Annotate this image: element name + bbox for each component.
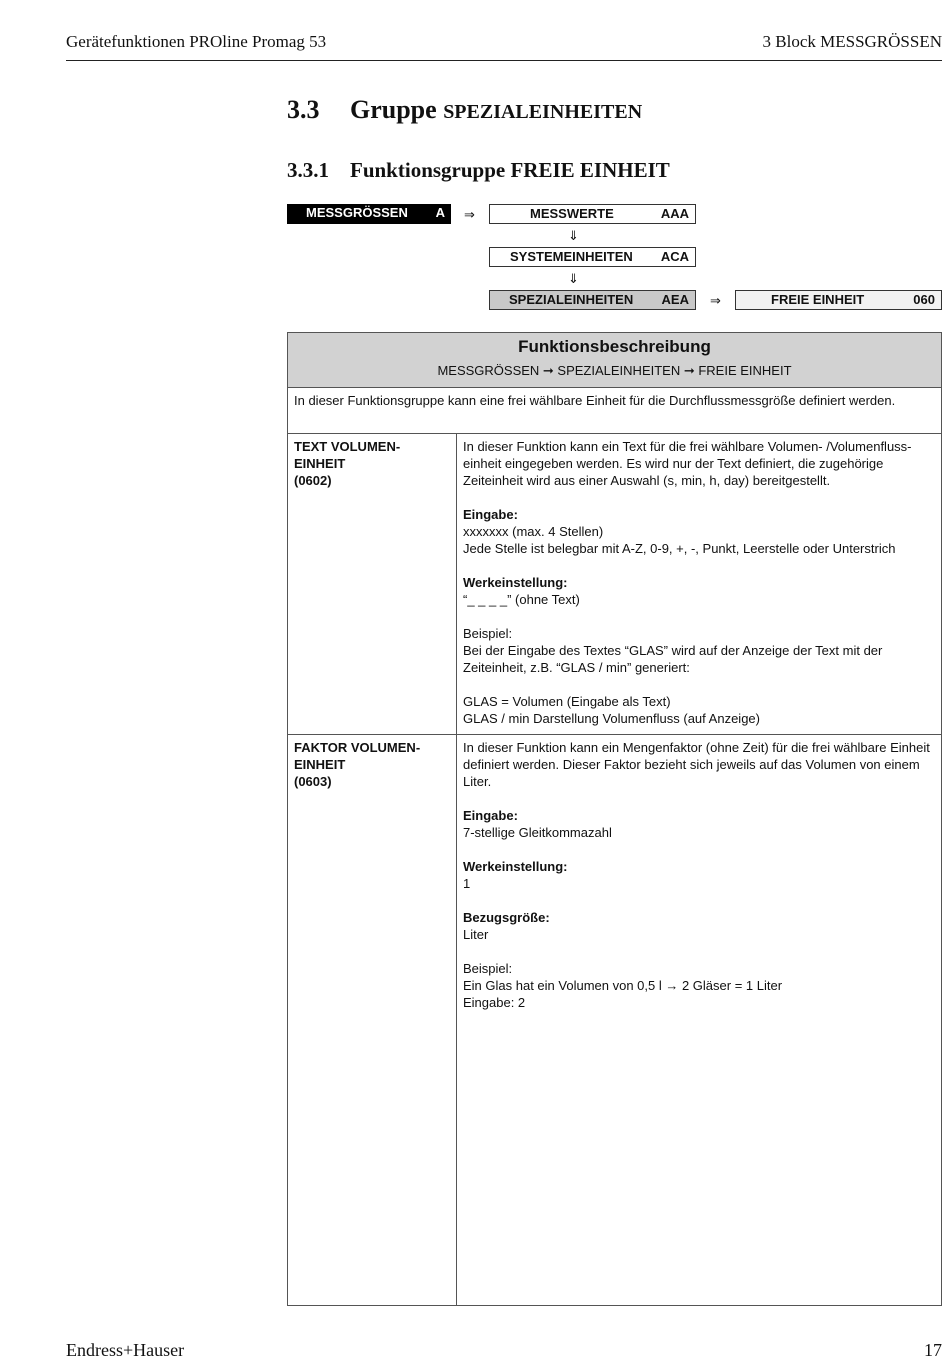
nav-group-label: SPEZIALEINHEITEN (509, 292, 634, 307)
default-value: “_ _ _ _” (ohne Text) (463, 592, 580, 607)
nav-group-messwerte (489, 204, 696, 224)
subsection-title: Funktionsgruppe FREIE EINHEIT (350, 158, 670, 182)
function-name-line: TEXT VOLUMEN- (294, 439, 401, 454)
input-note: Jede Stelle ist belegbar mit A-Z, 0-9, +, -, Punkt, Leerstelle oder Unterstrich (463, 541, 896, 556)
function-name-faktor-volumeneinheit (294, 739, 449, 790)
default-label: Werkeinstellung: (463, 859, 568, 874)
default-label: Werkeinstellung: (463, 575, 568, 590)
nav-group-systemeinheiten (489, 247, 696, 267)
nav-group-code: AEA (661, 292, 689, 307)
function-name-line: FAKTOR VOLUMEN- (294, 740, 421, 755)
nav-target-label: FREIE EINHEIT (771, 292, 865, 307)
function-name-text-volumeneinheit (294, 438, 449, 489)
nav-group-label: MESSWERTE (530, 206, 614, 221)
header-document-title: Gerätefunktionen PROline Promag 53 (66, 32, 327, 51)
example-line: Ein Glas hat ein Volumen von 0,5 l → 2 Gläser = 1 Liter (463, 978, 783, 993)
footer-company: Endress+Hauser (66, 1340, 185, 1360)
nav-group-code: AAA (660, 206, 689, 221)
reference-value: Liter (463, 927, 489, 942)
page-number: 17 (924, 1340, 942, 1360)
function-code: (0603) (294, 774, 332, 789)
nav-group-code: ACA (660, 249, 689, 264)
column-divider (456, 433, 457, 1306)
nav-group-label: SYSTEMEINHEITEN (510, 249, 633, 264)
input-block (463, 506, 935, 557)
example-line: GLAS / min Darstellung Volumenfluss (auf Anzeige) (463, 711, 760, 726)
default-block (463, 858, 935, 892)
function-code: (0602) (294, 473, 332, 488)
example-line: Eingabe: 2 (463, 995, 526, 1010)
table-intro: In dieser Funktionsgruppe kann eine frei wählbare Einheit für die Durchflussmessgröße definiert werden. (294, 393, 896, 408)
input-block (463, 807, 935, 841)
nav-group-spezialeinheiten (489, 290, 696, 310)
running-header (66, 30, 942, 61)
table-title: Funktionsbeschreibung (518, 337, 711, 356)
function-description: In dieser Funktion kann ein Mengenfaktor (ohne Zeit) für die frei wählbare Einheit definiert werden. Dieser Faktor bezieht sich jeweils auf das Volumen von einem Liter. (463, 740, 930, 789)
reference-label: Bezugsgröße: (463, 910, 550, 925)
nav-block-label: MESSGRÖSSEN (306, 205, 408, 220)
function-name-line: EINHEIT (294, 456, 346, 471)
arrow-down-icon: ⇓ (568, 228, 579, 243)
input-label: Eingabe: (463, 808, 518, 823)
subsection-number: 3.3.1 (287, 158, 329, 182)
default-block (463, 574, 935, 608)
function-table (287, 332, 942, 1306)
nav-block-messgroessen (287, 204, 451, 224)
row-divider (288, 433, 941, 434)
nav-function-group-freie-einheit (735, 290, 942, 310)
example-label: Beispiel: (463, 961, 513, 976)
row-divider (288, 734, 941, 735)
example-block (463, 625, 935, 676)
input-label: Eingabe: (463, 507, 518, 522)
arrow-down-icon: ⇓ (568, 271, 579, 286)
header-chapter-title: 3 Block MESSGRÖSSEN (762, 32, 942, 51)
example-block (463, 960, 935, 1011)
input-value: xxxxxxx (max. 4 Stellen) (463, 524, 604, 539)
default-value: 1 (463, 876, 471, 891)
function-desc-faktor-volumeneinheit (463, 739, 935, 1028)
example-line: GLAS = Volumen (Eingabe als Text) (463, 694, 671, 709)
example-label: Beispiel: (463, 626, 513, 641)
reference-block (463, 909, 935, 943)
table-path: MESSGRÖSSEN ➞ SPEZIALEINHEITEN ➞ FREIE EINHEIT (437, 363, 792, 378)
section-title-prefix: Gruppe (350, 95, 437, 124)
section-title (350, 95, 642, 125)
table-header (288, 333, 941, 388)
arrow-right-icon: ⇒ (464, 207, 475, 222)
example-text: Bei der Eingabe des Textes “GLAS” wird auf der Anzeige der Text mit der Zeiteinheit, z.B. “GLAS / min” generiert: (463, 643, 883, 675)
nav-target-code: 060 (913, 292, 935, 307)
section-title-caps: SPEZIALEINHEITEN (443, 101, 643, 123)
function-description: In dieser Funktion kann ein Text für die frei wählbare Volumen- /Volumenfluss-einheit eingegeben werden. Es wird nur der Text definiert, die zugehörige Zeiteinheit wird aus einer Auswahl (s, min, h, day) bereitgestellt. (463, 439, 912, 488)
example-result-block (463, 693, 935, 727)
function-name-line: EINHEIT (294, 757, 346, 772)
nav-block-code: A (435, 205, 445, 220)
input-value: 7-stellige Gleitkommazahl (463, 825, 612, 840)
function-desc-text-volumeneinheit (463, 438, 935, 744)
arrow-right-icon: ⇒ (710, 293, 721, 308)
section-number: 3.3 (287, 95, 320, 124)
